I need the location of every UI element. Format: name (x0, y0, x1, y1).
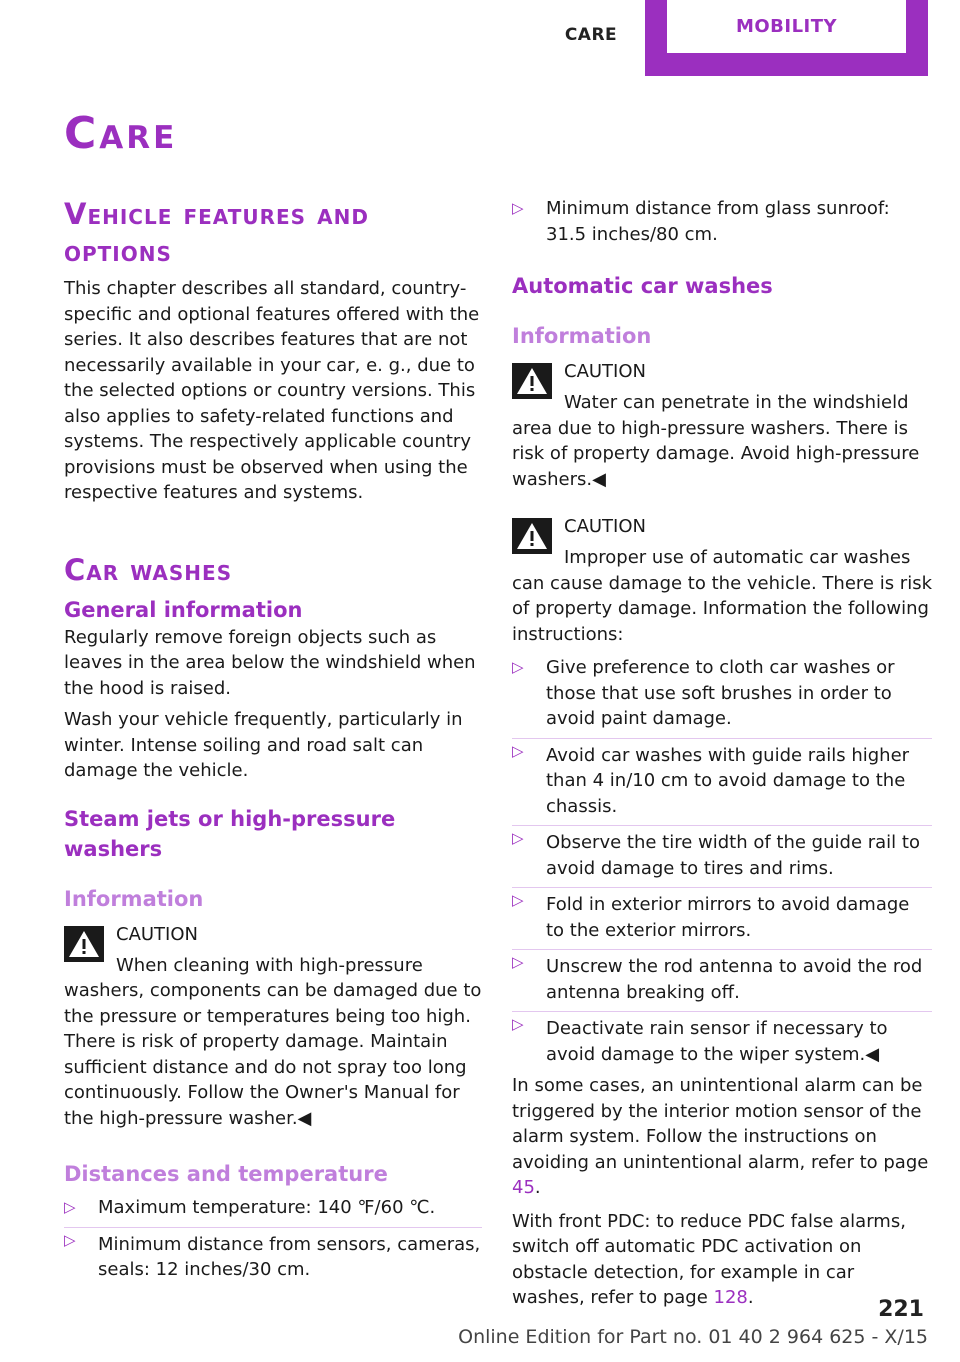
caution-block-3 (512, 514, 932, 647)
caution-text-2: Water can penetrate in the windshield area due to high-pressure washers. There is risk of property damage. Avoid high-pressure washers.◀ (512, 392, 920, 490)
right-column (512, 196, 932, 1311)
heading-automatic-car-washes: Automatic car washes (512, 274, 773, 298)
heading-general-information: General information (64, 597, 303, 622)
bullet-list-sunroof (512, 196, 932, 247)
heading-information-2: Information (512, 324, 652, 348)
caution-block-2 (512, 359, 932, 492)
bullet-list-distances (64, 1195, 482, 1283)
list-item: ▷ Avoid car washes with guide rails higher than 4 in/10 cm to avoid damage to the chassis. (512, 738, 932, 820)
warning-icon (64, 926, 104, 962)
caution-label: CAUTION (116, 923, 198, 945)
paragraph-alarm (512, 1073, 932, 1201)
heading-vehicle-features: Vehicle features and options (64, 197, 369, 268)
alarm-text: In some cases, an unintentional alarm can be triggered by the interior motion sensor of the alarm system. Follow the instructions on avoiding an unintentional alarm, refer to page (512, 1075, 929, 1173)
left-column (64, 196, 482, 1283)
list-item: ▷ Observe the tire width of the guide rail to avoid damage to tires and rims. (512, 825, 932, 881)
warning-icon (512, 363, 552, 399)
heading-steam-jets: Steam jets or high-pressure washers (64, 806, 396, 861)
footer-edition: Online Edition for Part no. 01 40 2 964 625 - X/15 (458, 1326, 928, 1348)
list-item: ▷ Fold in exterior mirrors to avoid damage to the exterior mirrors. (512, 887, 932, 943)
paragraph-general-2: Wash your vehicle frequently, particularly in winter. Intense soiling and road salt can damage the vehicle. (64, 709, 463, 781)
caution-label: CAUTION (564, 361, 646, 382)
heading-car-washes: Car washes (64, 552, 233, 587)
heading-distances: Distances and temperature (64, 1162, 388, 1186)
tab-mobility-label: MOBILITY (667, 0, 906, 53)
page-ref-45[interactable]: 45 (512, 1177, 535, 1198)
list-item: ▷ Deactivate rain sensor if necessary to avoid damage to the wiper system.◀ (512, 1011, 932, 1067)
list-item: ▷ Unscrew the rod antenna to avoid the rod antenna breaking off. (512, 949, 932, 1005)
period: . (747, 1287, 754, 1308)
tab-care[interactable]: CARE (564, 25, 618, 45)
bullet-list-car-wash (512, 655, 932, 1067)
paragraph-pdc (512, 1209, 932, 1311)
warning-icon (512, 518, 552, 554)
header-tabs (537, 0, 928, 76)
list-item: ▷ Minimum distance from glass sunroof: 31.5 inches/80 cm. (512, 196, 932, 247)
page-number: 221 (878, 1297, 924, 1322)
list-item: ▷ Minimum distance from sensors, cameras, seals: 12 inches/30 cm. (64, 1227, 482, 1283)
tab-mobility[interactable] (645, 0, 928, 76)
pdc-text: With front PDC: to reduce PDC false alarms, switch off automatic PDC activation on obstacle detection, for example in car washes, refer to page (512, 1210, 906, 1308)
caution-text-1: When cleaning with high-pressure washers, components can be damaged due to the pressure or temperatures being too high. There is risk of property damage. Maintain sufficient distance and do not spray too long continuously. Follow the Owner's Manual for the high-pressure washer.◀ (64, 954, 482, 1129)
paragraph-features: This chapter describes all standard, country-specific and optional features offered with the series. It also describes features that are not necessarily available in your car, e. g., due to the selected options or country versions. This also applies to safety-related functions and systems. The respectively applicable country provisions must be observed when using the respective features and systems. (64, 278, 480, 503)
paragraph-general-1: Regularly remove foreign objects such as leaves in the area below the windshield when the hood is raised. (64, 626, 476, 699)
heading-information-1: Information (64, 886, 204, 911)
caution-text-3: Improper use of automatic car washes can cause damage to the vehicle. There is risk of property damage. Information the following instructions: (512, 547, 932, 645)
list-item: ▷ Give preference to cloth car washes or those that use soft brushes in order to avoid paint damage. (512, 655, 932, 732)
caution-block-1 (64, 922, 482, 1132)
chapter-title: Care (64, 108, 178, 159)
caution-label: CAUTION (564, 516, 646, 537)
period: . (534, 1177, 541, 1198)
list-item: ▷ Maximum temperature: 140 ℉/60 ℃. (64, 1195, 482, 1221)
page-ref-128[interactable]: 128 (713, 1287, 748, 1308)
